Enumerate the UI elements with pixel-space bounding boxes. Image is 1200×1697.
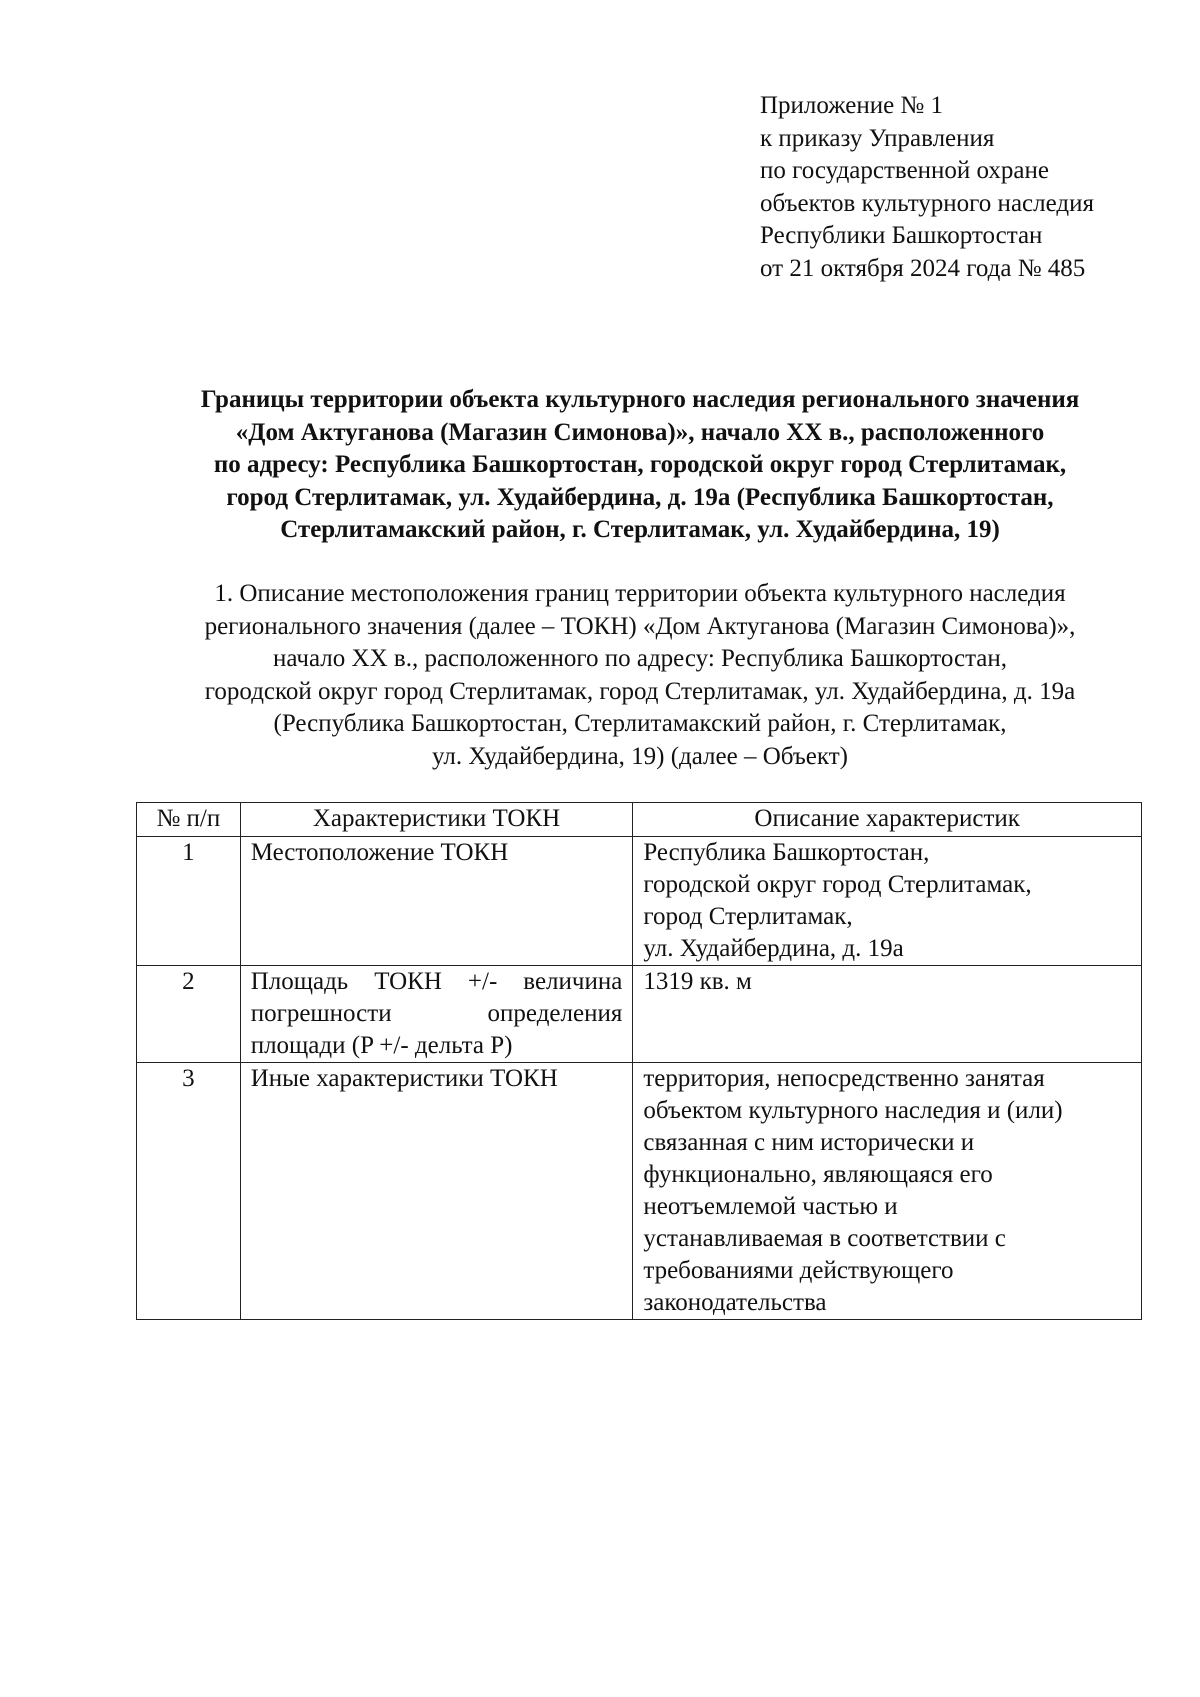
table-header-row xyxy=(137,803,1142,837)
appendix-line: Республики Башкортостан xyxy=(760,222,1043,249)
description-line: неотъемлемой частью и xyxy=(643,1193,898,1220)
description-line: устанавливаемая в соответствии с xyxy=(643,1225,1006,1252)
section-line: городской округ город Стерлитамак, город Стерлитамак, ул. Худайбердина, д. 19а xyxy=(204,677,1076,705)
header-characteristics: Характеристики ТОКН xyxy=(240,803,633,837)
description-line: требованиями действующего xyxy=(643,1257,954,1284)
characteristics-table xyxy=(136,802,1142,1320)
description-line: связанная с ним исторически и xyxy=(643,1129,975,1156)
characteristic-line: Местоположение ТОКН xyxy=(250,839,509,866)
characteristic-line: погрешности определения xyxy=(250,1000,623,1027)
description-line: объектом культурного наследия и (или) xyxy=(643,1097,1063,1124)
row-description xyxy=(633,1063,1142,1320)
appendix-block xyxy=(760,90,1094,285)
section-line: начало XX в., расположенного по адресу: Республика Башкортостан, xyxy=(272,645,1008,672)
appendix-line: по государственной охране xyxy=(760,157,1050,184)
section-line: 1. Описание местоположения границ территории объекта культурного наследия xyxy=(214,580,1066,607)
appendix-line: к приказу Управления xyxy=(760,124,995,152)
row-number: 3 xyxy=(137,1063,241,1320)
row-description xyxy=(633,966,1142,1063)
title-line: Границы территории объекта культурного наследия регионального значения xyxy=(200,386,1080,413)
description-line: функционально, являющаяся его xyxy=(643,1161,993,1188)
title-line: город Стерлитамак, ул. Худайбердина, д. 19а (Республика Башкортостан, xyxy=(226,483,1054,511)
header-num: № п/п xyxy=(137,803,241,837)
section-line: ул. Худайбердина, 19) (далее – Объект) xyxy=(432,742,848,770)
row-description xyxy=(633,837,1142,966)
table-row xyxy=(137,837,1142,966)
row-characteristic xyxy=(240,1063,633,1320)
characteristic-line: Площадь ТОКН +/- величина xyxy=(250,968,623,995)
characteristic-line: Иные характеристики ТОКН xyxy=(250,1065,558,1092)
description-line: Республика Башкортостан, xyxy=(643,839,930,866)
appendix-line: Приложение № 1 xyxy=(760,92,944,119)
description-line: городской округ город Стерлитамак, xyxy=(643,871,1032,898)
description-line: 1319 кв. м xyxy=(643,968,752,995)
section-line: (Республика Башкортостан, Стерлитамакский район, г. Стерлитамак, xyxy=(273,710,1007,737)
table-row xyxy=(137,966,1142,1063)
row-number: 2 xyxy=(137,966,241,1063)
title-line: «Дом Актуганова (Магазин Симонова)», начало XX в., расположенного xyxy=(235,418,1045,446)
description-line: законодательства xyxy=(643,1289,827,1316)
document-title xyxy=(120,384,1160,547)
appendix-line: от 21 октября 2024 года № 485 xyxy=(760,254,1086,282)
table-row xyxy=(137,1063,1142,1320)
row-characteristic xyxy=(240,837,633,966)
description-line: ул. Худайбердина, д. 19а xyxy=(643,935,904,962)
description-line: территория, непосредственно занятая xyxy=(643,1065,1045,1092)
row-number: 1 xyxy=(137,837,241,966)
section-heading xyxy=(120,578,1160,773)
section-line: регионального значения (далее – ТОКН) «Дом Актуганова (Магазин Симонова)», xyxy=(204,612,1076,640)
title-line: Стерлитамакский район, г. Стерлитамак, ул. Худайбердина, 19) xyxy=(280,516,1000,543)
row-characteristic xyxy=(240,966,633,1063)
appendix-line: объектов культурного наследия xyxy=(760,189,1094,217)
title-line: по адресу: Республика Башкортостан, городской округ город Стерлитамак, xyxy=(213,451,1067,478)
header-description: Описание характеристик xyxy=(633,803,1142,837)
characteristic-line: площади (P +/- дельта P) xyxy=(250,1032,513,1059)
description-line: город Стерлитамак, xyxy=(643,903,853,930)
